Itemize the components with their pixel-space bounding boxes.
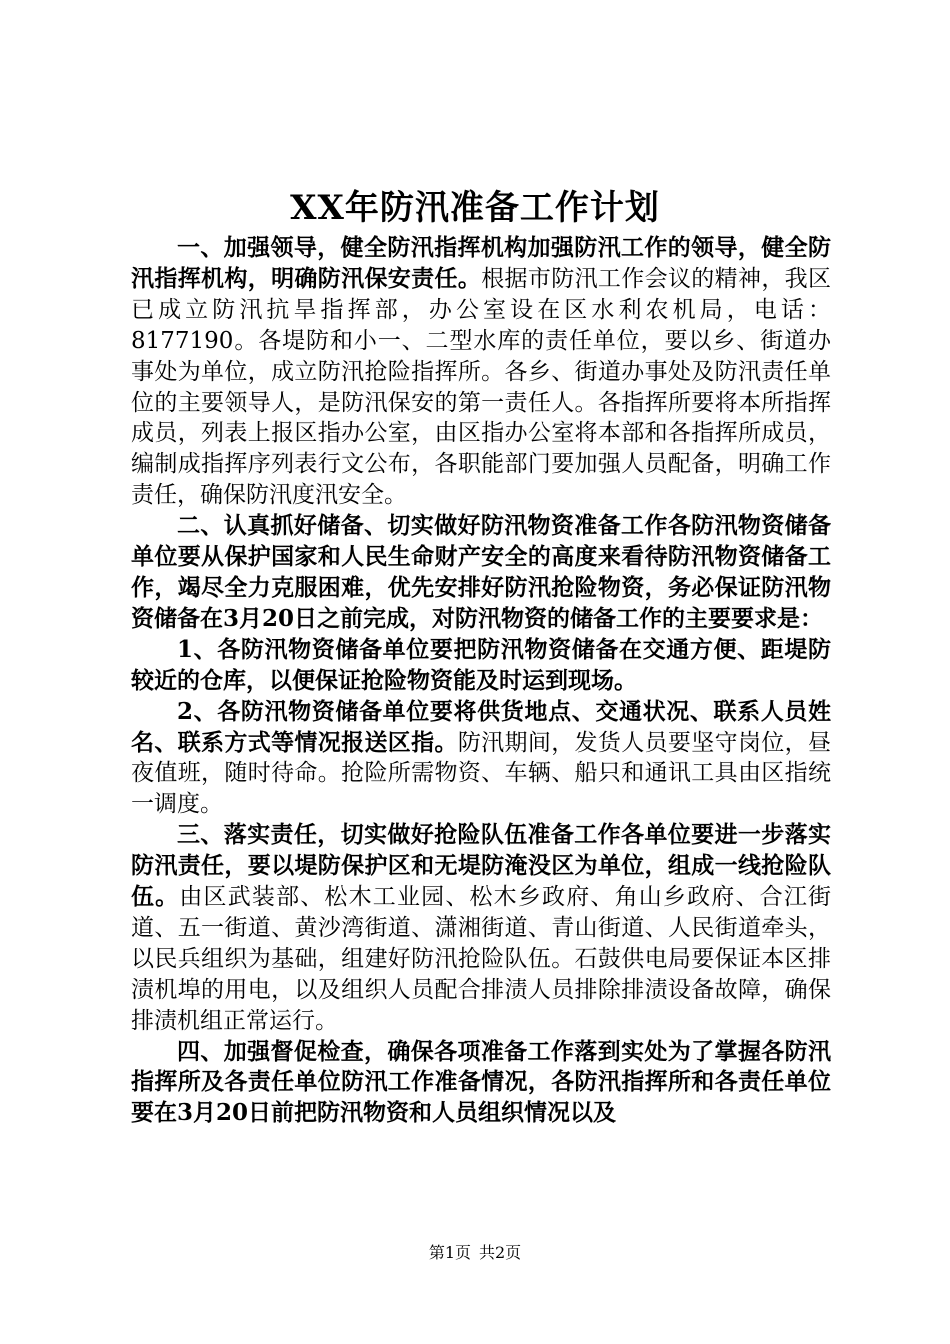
paragraph-3 <box>131 635 831 697</box>
paragraph-2 <box>131 511 831 635</box>
page-footer <box>0 1243 950 1263</box>
paragraph-1-text: 根据市防汛工作会议的精神，我区已成立防汛抗旱指挥部，办公室设在区水利农机局，电话：8177190。各堤防和小一、二型水库的责任单位，要以乡、街道办事处为单位，成立防汛抢险指挥所。各乡、街道办事处及防汛责任单位的主要领导人，是防汛保安的第一责任人。各指挥所要将本所指挥成员，列表上报区指办公室，由区指办公室将本部和各指挥所成员，编制成指挥序列表行文公布，各职能部门要加强人员配备，明确工作责任，确保防汛度汛安全。 <box>131 265 832 509</box>
page-total: 共2页 <box>479 1243 522 1262</box>
paragraph-2-heading: 二、认真抓好储备、切实做好防汛物资准备工作各防汛物资储备单位要从保护国家和人民生命财产安全的高度来看待防汛物资储备工作，竭尽全力克服困难，优先安排好防汛抢险物资，务必保证防汛物资储备在3月20日之前完成，对防汛物资的储备工作的主要要求是： <box>131 512 831 632</box>
document-body <box>131 233 831 1129</box>
paragraph-5-heading: 三、落实责任，切实做好抢险队伍准备工作各单位要进一步落实防汛责任，要以堤防保护区和无堤防淹没区为单位，组成一线抢险队伍。 <box>131 821 831 911</box>
paragraph-1-heading: 一、加强领导，健全防汛指挥机构加强防汛工作的领导，健全防汛指挥机构，明确防汛保安责任。 <box>131 234 831 292</box>
paragraph-6 <box>131 1037 831 1130</box>
paragraph-5-text: 由区武装部、松木工业园、松木乡政府、角山乡政府、合江街道、五一街道、黄沙湾街道、潇湘街道、青山街道、人民街道牵头，以民兵组织为基础，组建好防汛抢险队伍。石鼓供电局要保证本区排渍机埠的用电，以及组织人员配合排渍人员排除排渍设备故障，确保排渍机组正常运行。 <box>131 884 832 1034</box>
document-title: XX年防汛准备工作计划 <box>290 188 660 228</box>
paragraph-4 <box>131 697 831 821</box>
paragraph-4-heading: 2、各防汛物资储备单位要将供货地点、交通状况、联系人员姓名、联系方式等情况报送区指。 <box>131 697 831 756</box>
paragraph-4-text: 防汛期间，发货人员要坚守岗位，昼夜值班，随时待命。抢险所需物资、车辆、船只和通讯工具由区指统一调度。 <box>131 729 832 818</box>
paragraph-6-heading: 四、加强督促检查，确保各项准备工作落到实处为了掌握各防汛指挥所及各责任单位防汛工作准备情况，各防汛指挥所和各责任单位要在3月20日前把防汛物资和人员组织情况以及 <box>131 1037 831 1127</box>
paragraph-5 <box>131 820 831 1036</box>
paragraph-1 <box>131 233 831 511</box>
page-number: 第1页 <box>428 1243 471 1262</box>
paragraph-3-heading: 1、各防汛物资储备单位要把防汛物资储备在交通方便、距堤防较近的仓库，以便保证抢险物资能及时运到现场。 <box>131 635 831 694</box>
